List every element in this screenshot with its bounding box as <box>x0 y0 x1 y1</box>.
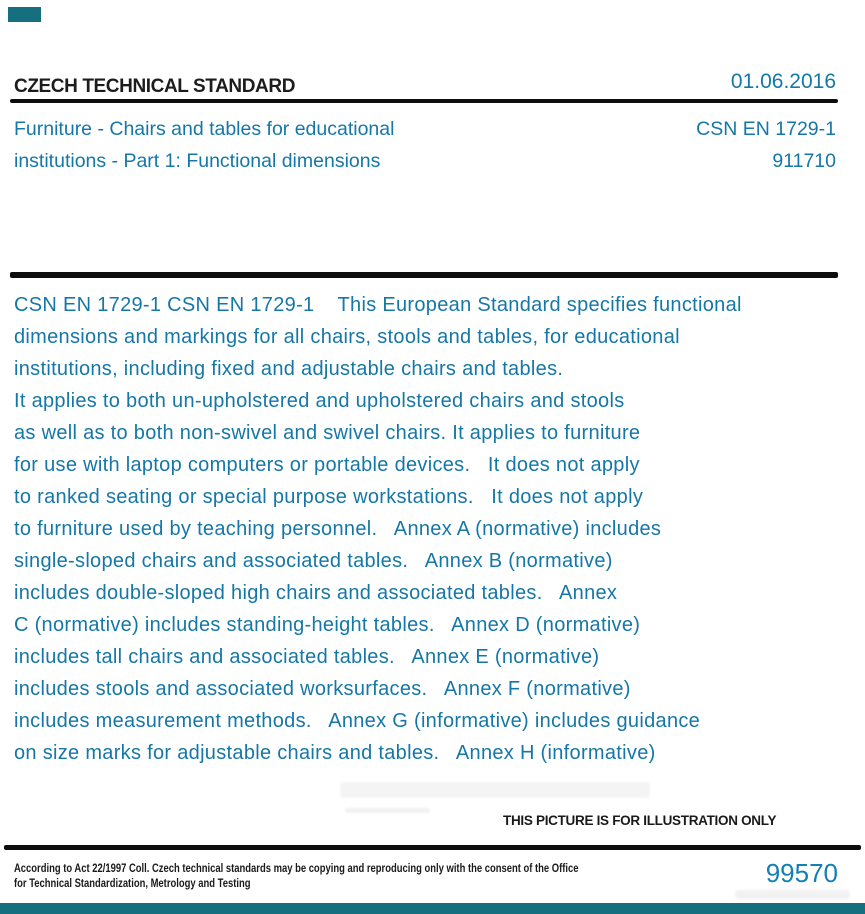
standard-title-line-2: institutions - Part 1: Functional dimensions <box>14 150 381 172</box>
abstract-line: CSN EN 1729-1 CSN EN 1729-1 This European Standard specifies functional <box>14 294 742 316</box>
top-left-teal-mark <box>8 7 41 22</box>
abstract-line: dimensions and markings for all chairs, stools and tables, for educational <box>14 326 680 348</box>
abstract-line: includes stools and associated worksurfaces. Annex F (normative) <box>14 678 631 700</box>
classification-number: 911710 <box>772 150 836 172</box>
bottom-teal-bar <box>0 903 865 914</box>
content-divider <box>10 272 838 278</box>
document-order-number: 99570 <box>765 858 838 888</box>
copyright-notice <box>14 862 588 892</box>
standard-identifiers <box>696 113 836 177</box>
standard-title-line-1: Furniture - Chairs and tables for educational <box>14 118 395 140</box>
publication-date: 01.06.2016 <box>730 70 836 93</box>
abstract-line: institutions, including fixed and adjustable chairs and tables. <box>14 358 564 380</box>
copyright-notice-line-1: According to Act 22/1997 Coll. Czech technical standards may be copying and reproducing only with the consent of the Office <box>14 863 579 875</box>
illustration-disclaimer: THIS PICTURE IS FOR ILLUSTRATION ONLY <box>503 813 777 828</box>
abstract-line: on size marks for adjustable chairs and tables. Annex H (informative) <box>14 742 656 764</box>
abstract-line: to furniture used by teaching personnel. Annex A (normative) includes <box>14 518 662 540</box>
abstract-line: C (normative) includes standing-height tables. Annex D (normative) <box>14 614 641 636</box>
abstract-line: includes measurement methods. Annex G (informative) includes guidance <box>14 710 701 732</box>
standard-code: CSN EN 1729-1 <box>696 118 836 140</box>
abstract-line: single-sloped chairs and associated tables. Annex B (normative) <box>14 550 613 572</box>
standard-title <box>14 113 394 177</box>
abstract-line: includes double-sloped high chairs and associated tables. Annex <box>14 582 618 604</box>
copyright-notice-line-2: for Technical Standardization, Metrology and Testing <box>14 878 251 890</box>
footer-divider <box>4 845 861 850</box>
abstract-line: to ranked seating or special purpose workstations. It does not apply <box>14 486 644 508</box>
abstract-text <box>14 289 742 769</box>
abstract-line: includes tall chairs and associated tables. Annex E (normative) <box>14 646 600 668</box>
abstract-line: It applies to both un-upholstered and upholstered chairs and stools <box>14 390 625 412</box>
watermark-ghost <box>340 782 650 798</box>
header-divider <box>10 99 838 103</box>
page-title: CZECH TECHNICAL STANDARD <box>14 76 296 97</box>
abstract-line: as well as to both non-swivel and swivel chairs. It applies to furniture <box>14 422 641 444</box>
watermark-ghost <box>345 808 430 813</box>
watermark-ghost <box>735 890 850 899</box>
abstract-line: for use with laptop computers or portable devices. It does not apply <box>14 454 640 476</box>
